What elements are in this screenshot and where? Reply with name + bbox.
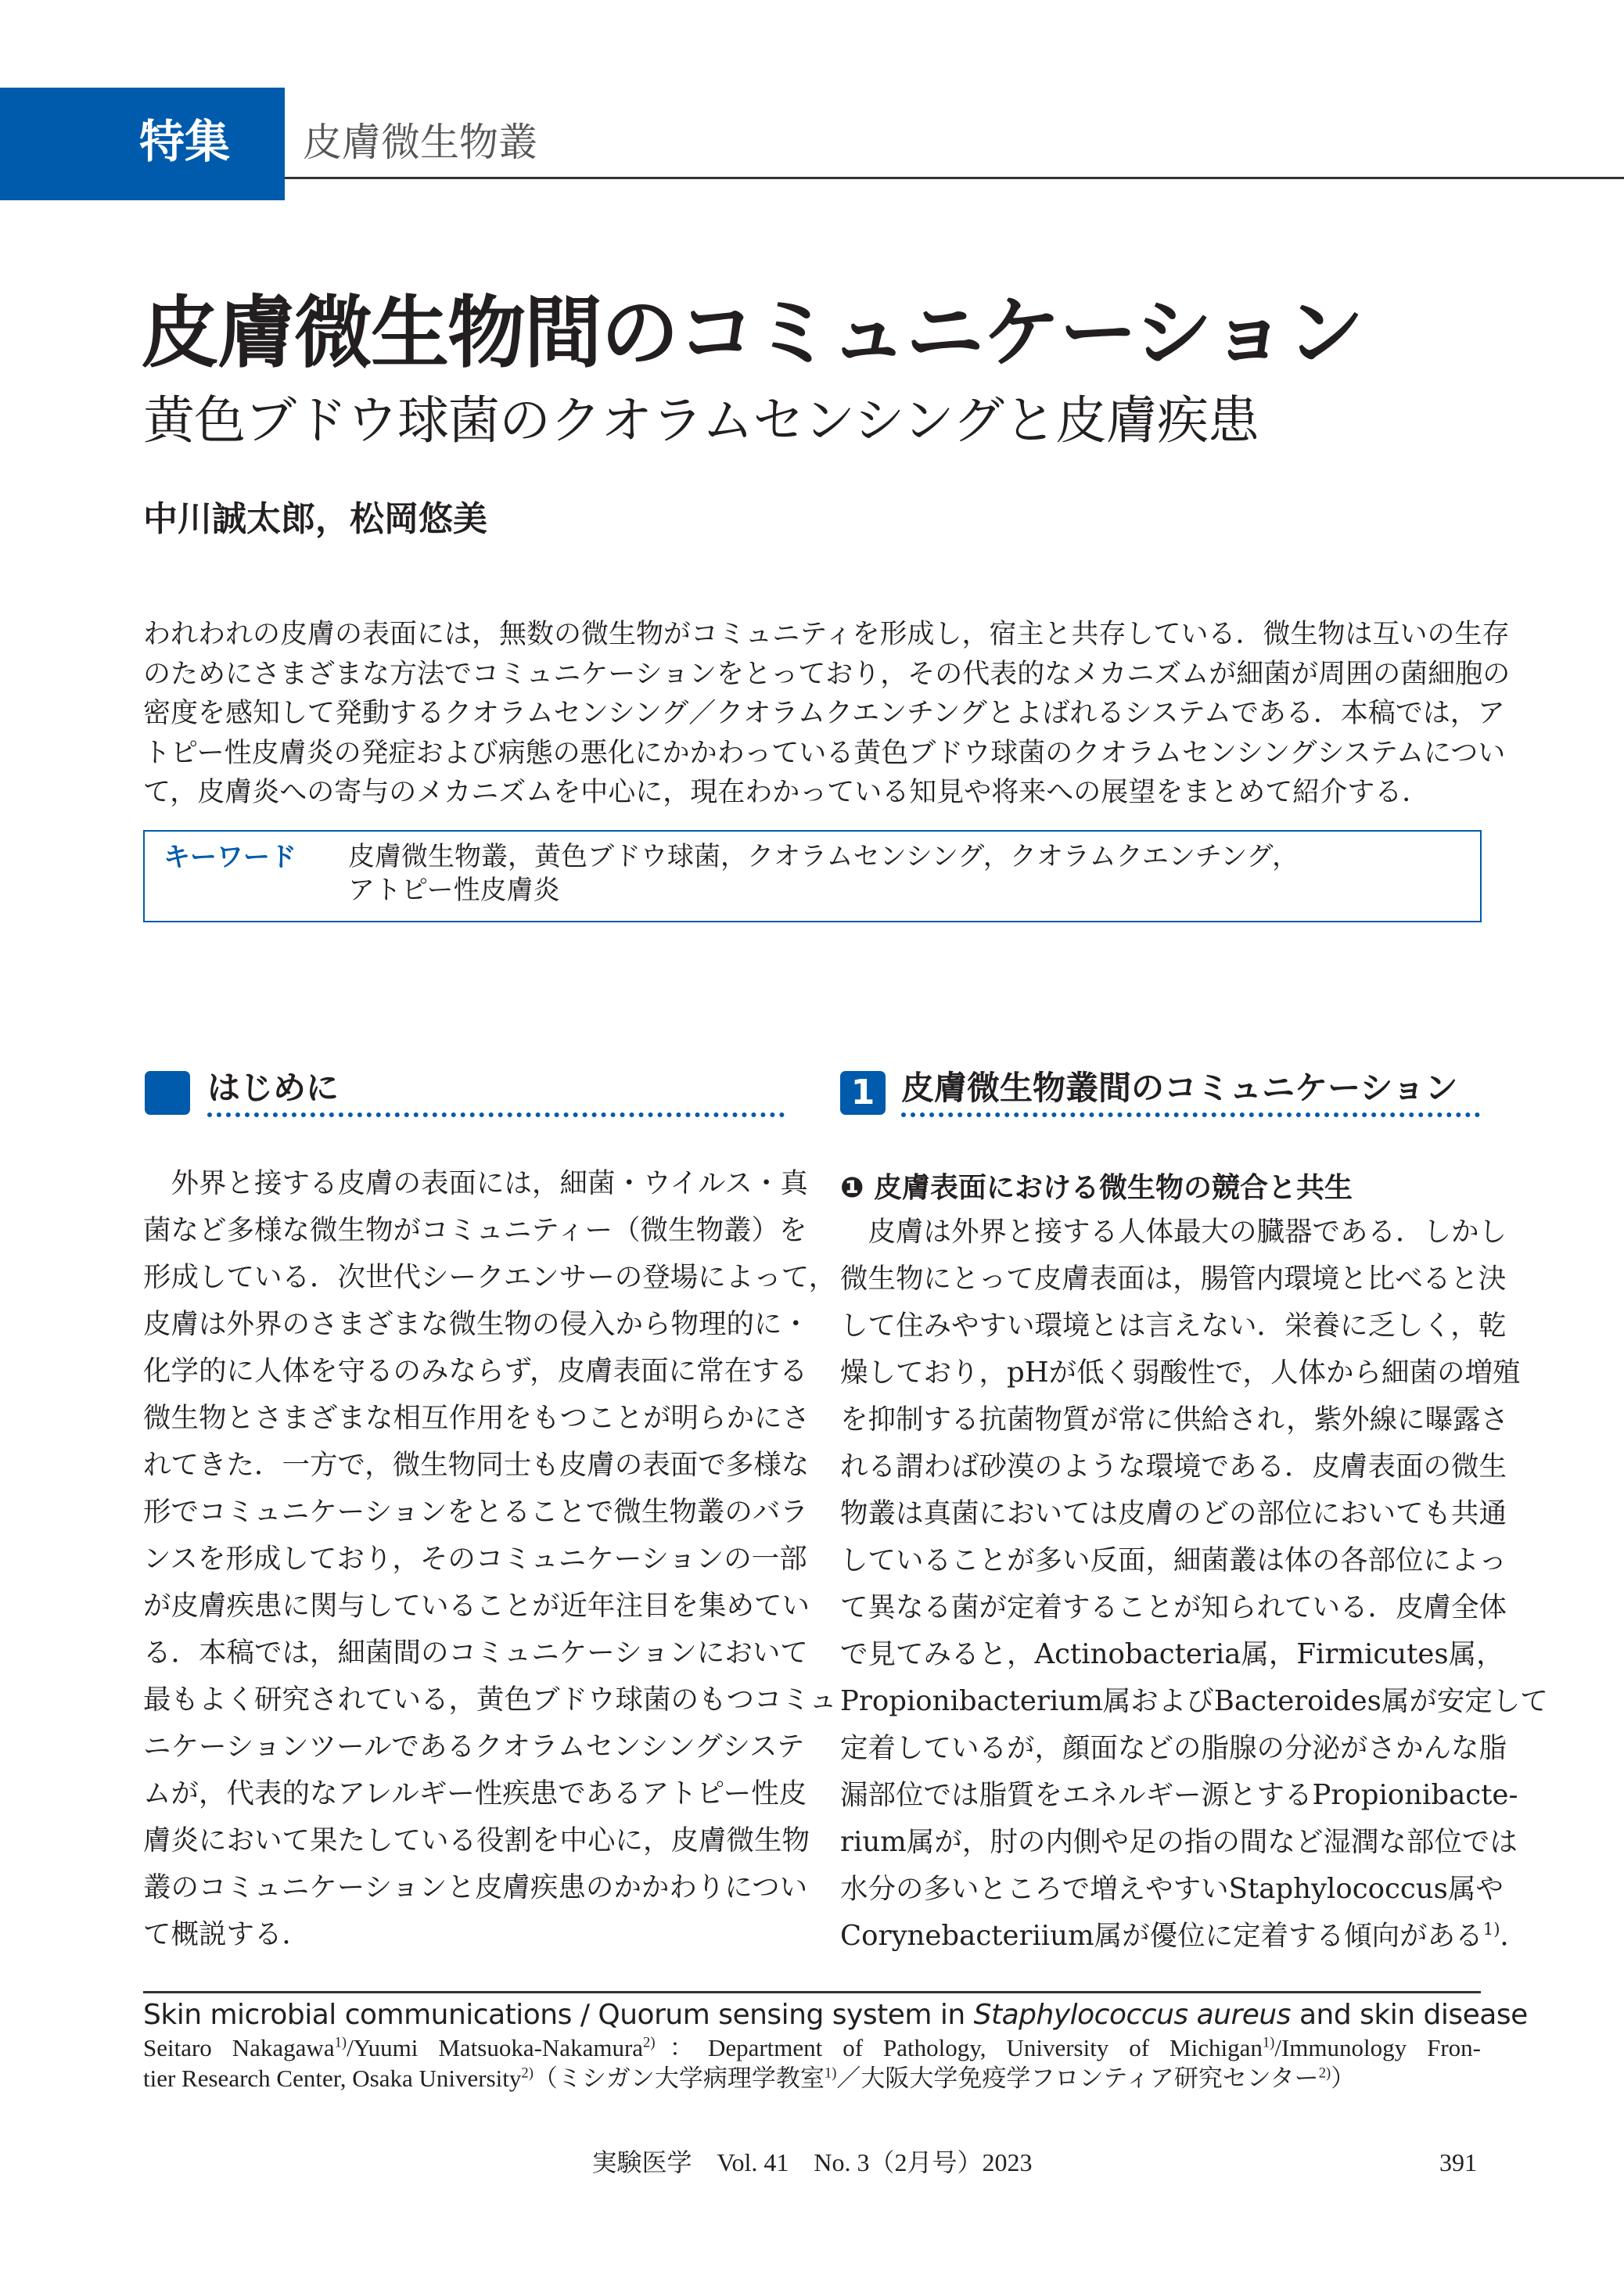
text-line: 叢のコミュニケーションと皮膚疾患のかかわりについ <box>143 1871 808 1903</box>
text-line: 水分の多いところで増えやすいStaphylococcus属や <box>840 1873 1504 1905</box>
section1-lines <box>840 1209 1548 1913</box>
section1-body <box>840 1209 1548 1960</box>
affiliation-text: ） <box>1331 2065 1356 2092</box>
species-name: Staphylococcus aureus <box>973 1999 1292 2031</box>
text-line: 燥しており，pHが低く弱酸性で，人体から細菌の増殖 <box>840 1357 1521 1389</box>
text-line: われわれの皮膚の表面には，無数の微生物がコミュニティを形成し，宿主と共存している．微生物は互いの生存 <box>143 619 1510 650</box>
affiliation-text: /Yuumi Matsuoka-Nakamura <box>347 2034 644 2061</box>
section-divider <box>207 1112 785 1117</box>
authors: 中川誠太郎，松岡悠美 <box>143 499 487 539</box>
english-title <box>143 1996 1528 2034</box>
text-line: る．本稿では，細菌間のコミュニケーションにおいて <box>143 1637 808 1669</box>
affiliation-ref: 2) <box>1318 2065 1331 2082</box>
affiliation-text: ：Department of Pathology, University of Michigan <box>655 2034 1263 2061</box>
journal-citation: 実験医学 Vol. 41 No. 3（2月号）2023 <box>591 2148 1033 2176</box>
text-line: 形成している．次世代シークエンサーの登場によって， <box>143 1261 837 1293</box>
english-title-part: Skin microbial communications / Quorum sensing system in <box>143 1999 974 2031</box>
section-marker-icon <box>145 1071 190 1115</box>
affiliation-line <box>143 2032 1481 2063</box>
text-line: 形でコミュニケーションをとることで微生物叢のバラ <box>143 1496 808 1528</box>
text-line-content: Corynebacteriium属が優位に定着する傾向がある <box>840 1920 1483 1952</box>
affiliation-ref: 2) <box>643 2034 656 2051</box>
series-title: 皮膚微生物叢 <box>303 120 537 165</box>
text-line: て概説する． <box>143 1918 311 1950</box>
section-number-badge: 1 <box>840 1071 886 1115</box>
affiliation-text: /Immunology Fron- <box>1274 2034 1481 2061</box>
text-line: ニケーションツールであるクオラムセンシングシステ <box>143 1731 805 1763</box>
punctuation: ． <box>1500 1920 1529 1952</box>
text-line: していることが多い反面，細菌叢は体の各部位によっ <box>840 1544 1507 1576</box>
affiliation-ref: 1) <box>824 2065 837 2082</box>
text-line: 皮膚は外界と接する人体最大の臓器である．しかし <box>840 1216 1507 1248</box>
text-line: のためにさまざまな方法でコミュニケーションをとっており，その代表的なメカニズムが細菌が周囲の菌細胞の <box>143 658 1511 690</box>
text-line: 定着しているが，顔面などの脂腺の分泌がさかんな脂 <box>840 1732 1507 1764</box>
text-line: して住みやすい環境とは言えない．栄養に乏しく，乾 <box>840 1310 1507 1342</box>
text-line: を抑制する抗菌物質が常に供給され，紫外線に曝露さ <box>840 1403 1509 1436</box>
text-line: 化学的に人体を守るのみならず，皮膚表面に常在する <box>143 1355 808 1387</box>
section-heading-introduction: はじめに <box>207 1069 340 1107</box>
abstract <box>143 615 1511 813</box>
header-rule <box>285 177 1624 179</box>
text-line: 外界と接する皮膚の表面には，細菌・ウイルス・真 <box>143 1167 808 1199</box>
citation-ref[interactable]: 1) <box>1482 1920 1500 1940</box>
text-line <box>840 1913 1529 1960</box>
text-line: れてきた．一方で，微生物同士も皮膚の表面で多様な <box>143 1449 810 1481</box>
text-line: 微生物とさまざまな相互作用をもつことが明らかにさ <box>143 1402 810 1434</box>
keywords-line: 皮膚微生物叢，黄色ブドウ球菌，クオラムセンシング，クオラムクエンチング， <box>348 841 1299 872</box>
text-line: 漏部位では脂質をエネルギー源とするPropionibacte- <box>840 1779 1518 1811</box>
footer-rule <box>143 1991 1481 1993</box>
text-line: て異なる菌が定着することが知られている．皮膚全体 <box>840 1591 1507 1623</box>
affiliation-text: tier Research Center, Osaka University <box>143 2065 522 2092</box>
affiliation-text: Seitaro Nakagawa <box>143 2034 335 2061</box>
article-subtitle: 黄色ブドウ球菌のクオラムセンシングと皮膚疾患 <box>143 390 1259 451</box>
affiliation-line <box>143 2063 1481 2094</box>
text-line: rium属が，肘の内側や足の指の間など湿潤な部位では <box>840 1826 1518 1858</box>
text-line: 最もよく研究されている，黄色ブドウ球菌のもつコミュ <box>143 1684 837 1716</box>
article-title: 皮膚微生物間のコミュニケーション <box>141 287 1363 379</box>
affiliation-text: （ミシガン大学病理学教室 <box>533 2065 825 2092</box>
subsection-title: 皮膚表面における微生物の競合と共生 <box>874 1172 1353 1204</box>
english-title-part: and skin disease <box>1291 1999 1528 2031</box>
text-line: で見てみると，Actinobacteria属，Firmicutes属， <box>840 1638 1504 1670</box>
keywords-list <box>348 840 1299 907</box>
text-line: 皮膚は外界のさまざまな微生物の侵入から物理的に・ <box>143 1308 810 1340</box>
text-line: て，皮膚炎への寄与のメカニズムを中心に，現在わかっている知見や将来への展望をまとめて紹介する． <box>143 777 1430 808</box>
text-line: 菌など多様な微生物がコミュニティー（微生物叢）を <box>143 1214 807 1246</box>
text-line: 微生物にとって皮膚表面は，腸管内環境と比べると決 <box>840 1263 1507 1295</box>
text-line: ンスを形成しており，そのコミュニケーションの一部 <box>143 1543 807 1575</box>
text-line: が皮膚疾患に関与していることが近年注目を集めてい <box>143 1590 810 1622</box>
affiliation-ref: 1) <box>1262 2034 1275 2051</box>
text-line: Propionibacterium属およびBacteroides属が安定して <box>840 1685 1548 1717</box>
text-line: トピー性皮膚炎の発症および病態の悪化にかかわっている黄色ブドウ球菌のクオラムセンシングシステムについ <box>143 737 1506 769</box>
affiliation-ref: 1) <box>334 2034 347 2051</box>
intro-body <box>143 1160 837 1958</box>
page-number: 391 <box>1439 2148 1477 2176</box>
numbered-circle-icon: ❶ <box>840 1172 864 1204</box>
text-line: 物叢は真菌においては皮膚のどの部位においても共通 <box>840 1497 1507 1529</box>
feature-tag: 特集 <box>139 115 231 168</box>
section-divider <box>901 1112 1480 1117</box>
keywords-line: アトピー性皮膚炎 <box>348 875 560 906</box>
affiliations <box>143 2032 1481 2094</box>
text-line: 膚炎において果たしている役割を中心に，皮膚微生物 <box>143 1824 810 1856</box>
section-heading-1: 皮膚微生物叢間のコミュニケーション <box>901 1069 1458 1107</box>
affiliation-text: ／大阪大学免疫学フロンティア研究センター <box>836 2065 1319 2092</box>
text-line: ムが，代表的なアレルギー性疾患であるアトピー性皮 <box>143 1777 807 1810</box>
subsection-heading <box>840 1169 1353 1208</box>
affiliation-ref: 2) <box>521 2065 534 2082</box>
keywords-label: キーワード <box>163 842 296 873</box>
text-line: れる謂わば砂漠のような環境である．皮膚表面の微生 <box>840 1450 1507 1483</box>
text-line: 密度を感知して発動するクオラムセンシング／クオラムクエンチングとよばれるシステムである．本稿では，ア <box>143 698 1505 729</box>
